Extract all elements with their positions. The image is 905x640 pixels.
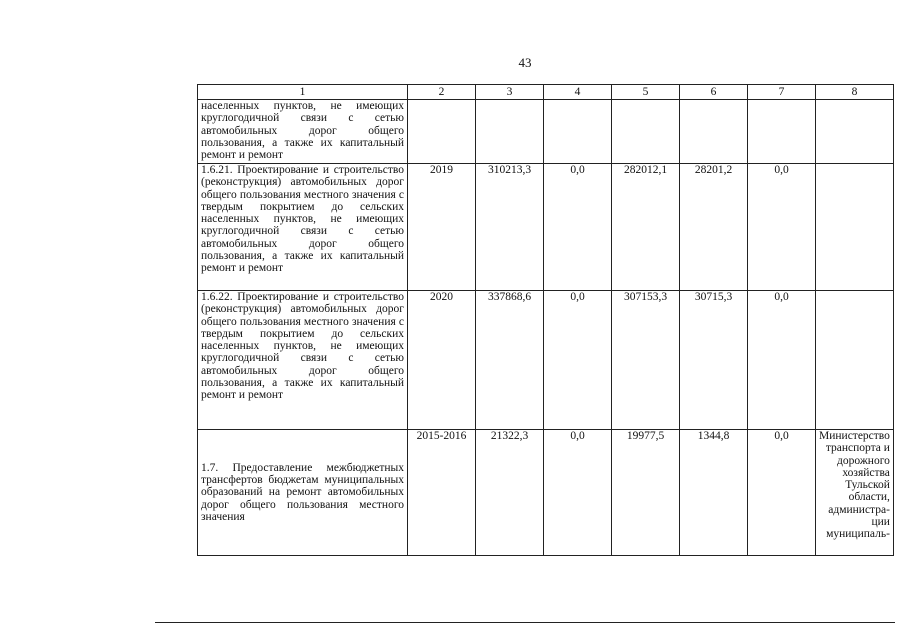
cell-regional: 282012,1 (612, 164, 680, 291)
cell-local (680, 100, 748, 164)
header-row (198, 85, 894, 100)
cell-regional: 19977,5 (612, 430, 680, 556)
cell-local: 28201,2 (680, 164, 748, 291)
cell-federal: 0,0 (544, 291, 612, 430)
column-header: 7 (748, 85, 816, 100)
table-row (198, 430, 894, 556)
cell-regional: 307153,3 (612, 291, 680, 430)
row-description: 1.6.22. Проектирование и строительство (реконструкция) автомобильных дорог общего пользования местного значения с твердым покрытием до сельских населенных пунктов, не имеющих круглогодичной связи с сетью автомобильных дорог общего пользования, а также их капитальный ремонт и ремонт (198, 291, 408, 430)
column-header: 5 (612, 85, 680, 100)
cell-total (476, 100, 544, 164)
page-number: 43 (518, 55, 532, 70)
cell-local: 1344,8 (680, 430, 748, 556)
cell-year: 2020 (408, 291, 476, 430)
cell-executor: Министерство транспорта и дорожного хозяйства Тульской области, администра-ции муниципаль- (816, 430, 894, 556)
cell-other: 0,0 (748, 291, 816, 430)
cell-executor (816, 100, 894, 164)
cell-year: 2019 (408, 164, 476, 291)
cell-total: 21322,3 (476, 430, 544, 556)
row-description: 1.7. Предоставление межбюджетных трансфертов бюджетам муниципальных образований на ремонт автомобильных дорог общего пользования местного значения (198, 430, 408, 556)
budget-table (197, 84, 894, 556)
cell-executor (816, 291, 894, 430)
cell-other: 0,0 (748, 164, 816, 291)
column-header: 4 (544, 85, 612, 100)
row-description: населенных пунктов, не имеющих круглогодичной связи с сетью автомобильных дорог общего пользования, а также их капитальный ремонт и ремонт (198, 100, 408, 164)
cell-year (408, 100, 476, 164)
cell-total: 337868,6 (476, 291, 544, 430)
table-row (198, 291, 894, 430)
column-header: 3 (476, 85, 544, 100)
cell-federal (544, 100, 612, 164)
column-header: 8 (816, 85, 894, 100)
row-description: 1.6.21. Проектирование и строительство (реконструкция) автомобильных дорог общего пользования местного значения с твердым покрытием до сельских населенных пунктов, не имеющих круглогодичной связи с сетью автомобильных дорог общего пользования, а также их капитальный ремонт и ремонт (198, 164, 408, 291)
table-row (198, 164, 894, 291)
cell-local: 30715,3 (680, 291, 748, 430)
cell-federal: 0,0 (544, 164, 612, 291)
cell-other (748, 100, 816, 164)
table-row (198, 100, 894, 164)
cell-regional (612, 100, 680, 164)
column-header: 2 (408, 85, 476, 100)
cell-year: 2015-2016 (408, 430, 476, 556)
footer-divider (155, 622, 895, 623)
cell-executor (816, 164, 894, 291)
column-header: 1 (198, 85, 408, 100)
column-header: 6 (680, 85, 748, 100)
cell-federal: 0,0 (544, 430, 612, 556)
cell-other: 0,0 (748, 430, 816, 556)
cell-total: 310213,3 (476, 164, 544, 291)
